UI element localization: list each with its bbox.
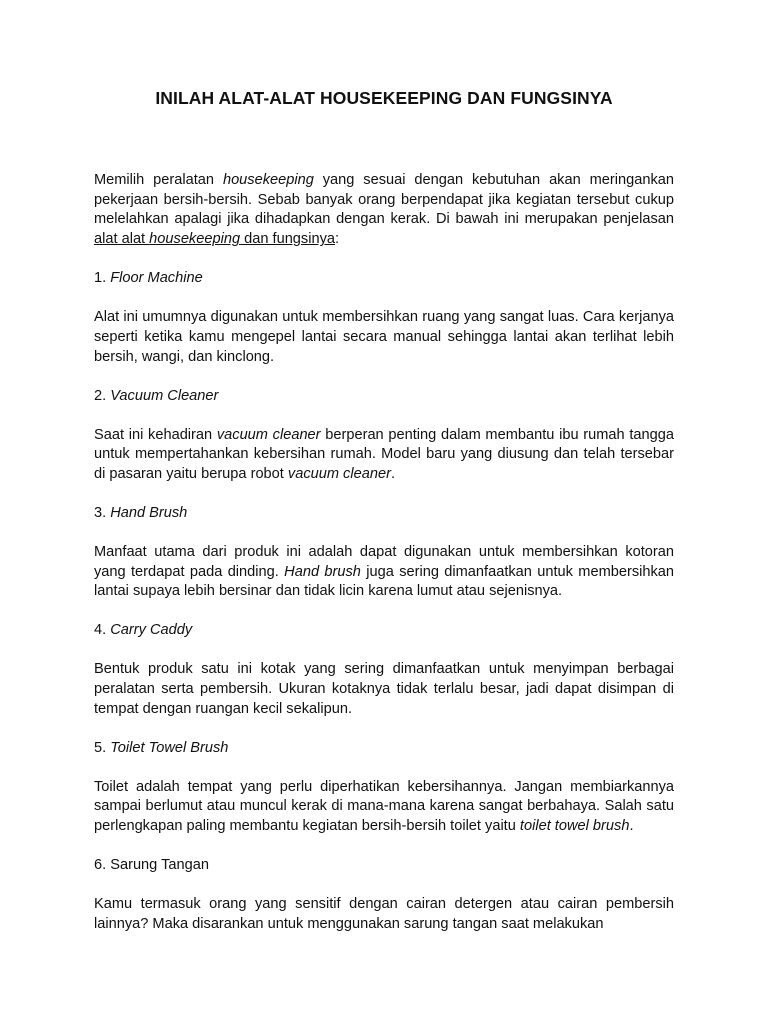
article-link-emphasis: housekeeping [149, 231, 241, 248]
item-text: . [390, 465, 395, 482]
item-text: Manfaat utama dari produk ini adalah dapat digunakan untuk membersihkan kotoran yang terdapat pada dinding. [94, 543, 674, 580]
item-name: Hand Brush [110, 504, 188, 521]
item-number: 1. [94, 270, 111, 287]
item-heading [94, 504, 674, 524]
item-emphasis: vacuum cleaner [287, 465, 391, 482]
item-number: 2. [94, 387, 111, 404]
item-name: Vacuum Cleaner [110, 387, 219, 404]
item-heading [94, 856, 674, 876]
intro-paragraph [94, 171, 674, 250]
intro-text: : [335, 231, 340, 248]
item-description: Alat ini umumnya digunakan untuk membersihkan ruang yang sangat luas. Cara kerjanya seperti ketika kamu mengepel lantai secara manual sehingga lantai akan terlihat lebih bersih, wangi, dan kinclong. [94, 309, 674, 365]
intro-text: yang sesuai dengan kebutuhan akan meringankan pekerjaan bersih-bersih. Sebab banyak orang berpendapat jika kegiatan tersebut cukup melelahkan apalagi jika dihadapkan dengan kerak. Di bawah ini merupakan penjelasan [94, 172, 674, 228]
item-description: Bentuk produk satu ini kotak yang sering dimanfaatkan untuk menyimpan berbagai peralatan serta pembersih. Ukuran kotaknya tidak terlalu besar, jadi dapat disimpan di tempat dengan ruangan kecil sekalipun. [94, 661, 674, 717]
document-body [94, 171, 674, 935]
item-name: Carry Caddy [110, 622, 193, 639]
item-text: juga sering dimanfaatkan untuk membersihkan lantai supaya lebih bersinar dan tidak licin karena lumut atau sejenisnya. [94, 563, 675, 600]
item-name: Floor Machine [110, 270, 203, 287]
item-heading [94, 739, 674, 759]
item-number: 5. [94, 739, 111, 756]
item-name: Sarung Tangan [110, 857, 209, 874]
item-heading [94, 621, 674, 641]
intro-text: Memilih peralatan [94, 172, 223, 188]
item-heading [94, 269, 674, 289]
item-text: Saat ini kehadiran [94, 426, 217, 443]
item-emphasis: Hand brush [284, 563, 361, 580]
item-text: berperan penting dalam membantu ibu rumah tangga untuk mempertahankan kebersihan rumah. Model baru yang diusung dan telah tersebar di pasaran yaitu berupa robot [94, 426, 674, 482]
item-emphasis: vacuum cleaner [216, 426, 321, 443]
item-heading [94, 387, 674, 407]
article-link[interactable] [94, 231, 335, 247]
intro-emphasis: housekeeping [222, 172, 314, 188]
article-link-text: alat alat [94, 231, 150, 248]
item-number: 6. [94, 857, 111, 874]
item-emphasis: toilet towel brush [519, 818, 630, 835]
item-number: 4. [94, 622, 111, 639]
item-description: Kamu termasuk orang yang sensitif dengan cairan detergen atau cairan pembersih lainnya? Maka disarankan untuk menggunakan sarung tangan saat melakukan [94, 896, 674, 932]
item-text: . [629, 818, 634, 835]
item-description [94, 543, 674, 602]
document-title: INILAH ALAT-ALAT HOUSEKEEPING DAN FUNGSINYA [155, 88, 613, 108]
item-text: Toilet adalah tempat yang perlu diperhatikan kebersihannya. Jangan membiarkannya sampai berlumut atau muncul kerak di mana-mana karena sangat berbahaya. Salah satu perlengkapan paling membantu kegiatan bersih-bersih toilet yaitu [94, 778, 674, 835]
item-description [94, 426, 674, 485]
item-name: Toilet Towel Brush [110, 739, 229, 756]
article-link-text: dan fungsinya [240, 231, 335, 248]
item-description [94, 778, 674, 837]
item-number: 3. [94, 504, 111, 521]
